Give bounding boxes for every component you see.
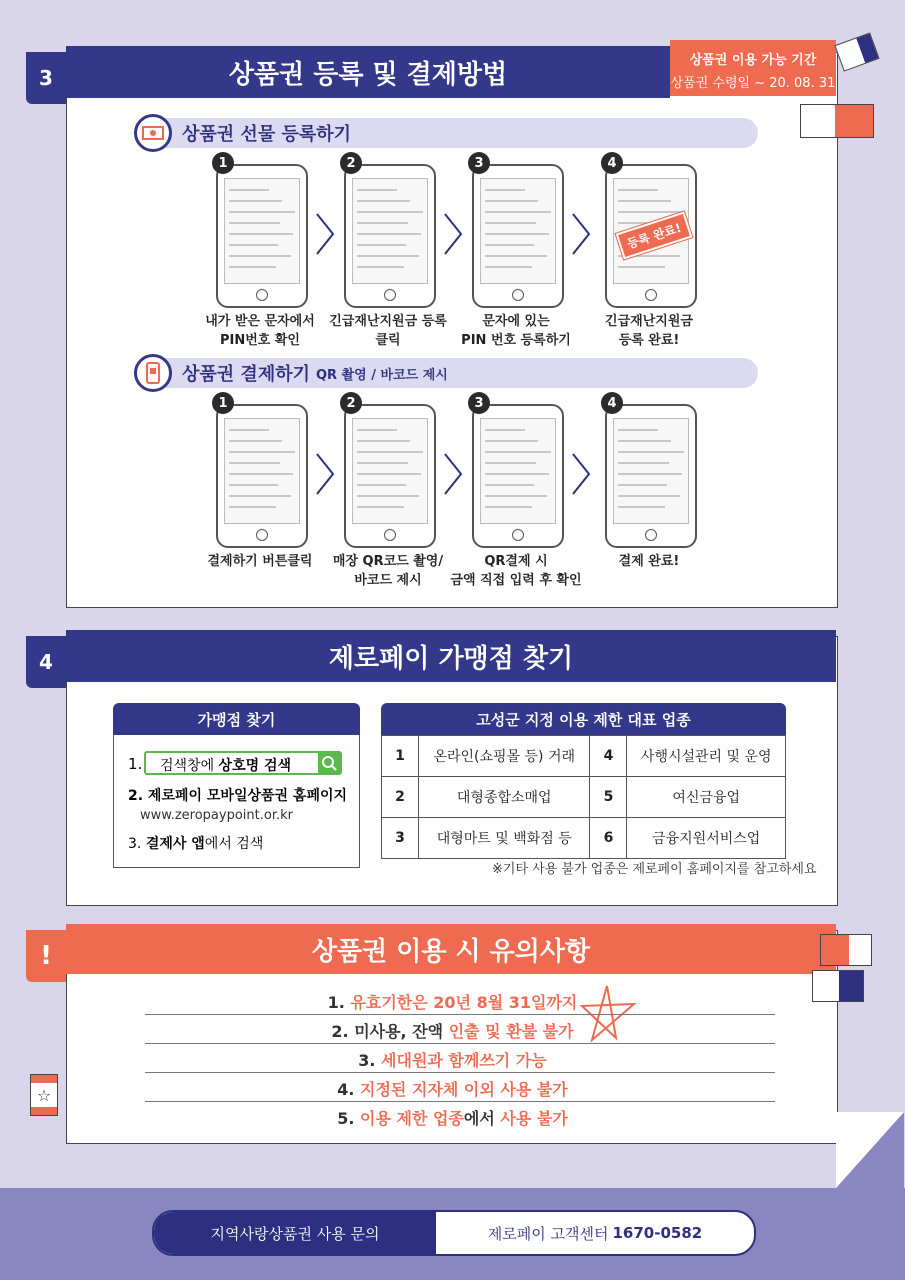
pay-chevron-right-icon xyxy=(570,452,592,496)
pay-screen-line xyxy=(485,495,547,497)
pay-screen-line xyxy=(618,462,669,464)
caution-divider xyxy=(145,1014,775,1015)
pay-step-caption-3: QR결제 시 금액 직접 입력 후 확인 xyxy=(450,554,582,588)
section4-title: 제로페이 가맹점 찾기 xyxy=(66,630,836,682)
find-box xyxy=(113,735,360,868)
register-screen-line xyxy=(229,266,276,268)
register-screen-line xyxy=(229,211,295,213)
contact-pill xyxy=(152,1210,756,1256)
pay-step-number-2: 2 xyxy=(340,392,362,414)
pay-step-caption-2: 매장 QR코드 촬영/ 바코드 제시 xyxy=(332,554,444,588)
section3-title: 상품권 등록 및 결제방법 xyxy=(66,46,670,98)
restrict-table xyxy=(381,735,786,859)
restrict-item: 대형마트 및 백화점 등 xyxy=(419,818,590,859)
find-item3: 3. 결제사 앱에서 검색 xyxy=(128,836,264,852)
pay-screen-3 xyxy=(480,418,556,524)
register-screen-line xyxy=(357,222,408,224)
caution-item-4 xyxy=(0,1077,905,1100)
restrict-item: 금융지원서비스업 xyxy=(627,818,786,859)
register-step-number-2: 2 xyxy=(340,152,362,174)
caution-item-1 xyxy=(0,990,905,1013)
register-bar xyxy=(140,118,758,148)
contact-label: 지역사랑상품권 사용 문의 xyxy=(154,1212,436,1254)
register-screen-1 xyxy=(224,178,300,284)
register-step-caption-1: 내가 받은 문자에서 PIN번호 확인 xyxy=(205,314,315,348)
register-screen-line xyxy=(485,211,551,213)
pay-screen-line xyxy=(357,462,408,464)
register-screen-line xyxy=(357,200,410,202)
table-row xyxy=(382,736,786,777)
caution-text: 인출 및 환불 불가 xyxy=(448,1022,574,1041)
register-screen-line xyxy=(485,244,534,246)
pay-home-button xyxy=(256,529,268,541)
pay-subtitle: QR 촬영 / 바코드 제시 xyxy=(315,367,448,383)
deco-tag-top xyxy=(834,32,879,71)
find-item1-bold: 상호명 검색 xyxy=(218,758,292,774)
pay-screen-line xyxy=(618,506,665,508)
table-row xyxy=(382,818,786,859)
restrict-item: 여신금융업 xyxy=(627,777,786,818)
find-searchbox[interactable] xyxy=(144,751,342,775)
pay-screen-line xyxy=(229,462,280,464)
pay-screen-line xyxy=(229,429,269,431)
pay-phone-3 xyxy=(472,404,564,548)
pay-home-button xyxy=(384,529,396,541)
caution-number: ! xyxy=(26,930,66,982)
register-screen-line xyxy=(618,189,658,191)
register-step-caption-4: 긴급재난지원금 등록 완료! xyxy=(605,314,693,348)
pay-screen-line xyxy=(485,462,536,464)
register-step-number-1: 1 xyxy=(212,152,234,174)
register-screen-line xyxy=(357,233,421,235)
pay-screen-4 xyxy=(613,418,689,524)
pay-screen-line xyxy=(357,473,421,475)
pay-home-button xyxy=(512,529,524,541)
register-screen-line xyxy=(229,233,293,235)
pay-step-number-3: 3 xyxy=(468,392,490,414)
caution-item-2 xyxy=(0,1019,905,1042)
pay-screen-1 xyxy=(224,418,300,524)
register-screen-line xyxy=(229,222,280,224)
register-screen-line xyxy=(485,233,549,235)
pay-screen-line xyxy=(485,484,534,486)
pay-screen-line xyxy=(357,484,406,486)
validity-label: 상품권 이용 가능 기간 xyxy=(689,53,817,68)
pay-screen-line xyxy=(485,440,538,442)
pay-screen-line xyxy=(485,451,551,453)
register-phone-1 xyxy=(216,164,308,308)
pay-chevron-right-icon xyxy=(314,452,336,496)
restrict-header: 고성군 지정 이용 제한 대표 업종 xyxy=(381,703,786,735)
register-screen-line xyxy=(485,200,538,202)
restrict-item: 대형종합소매업 xyxy=(419,777,590,818)
pay-bar xyxy=(140,358,758,388)
register-title: 상품권 선물 등록하기 xyxy=(182,124,352,145)
caution-item-3 xyxy=(0,1048,905,1071)
find-item1-pre: 검색창에 xyxy=(160,758,219,774)
register-screen-line xyxy=(357,189,397,191)
pay-screen-line xyxy=(357,451,423,453)
pay-phone-1 xyxy=(216,404,308,548)
caution-text: 이용 제한 업종 xyxy=(360,1109,464,1128)
pay-screen-line xyxy=(357,506,404,508)
register-screen-line xyxy=(485,222,536,224)
pay-screen-line xyxy=(229,506,276,508)
find-item2-url: www.zeropaypoint.or.kr xyxy=(140,808,293,823)
caution-text: 지정된 지자체 이외 사용 불가 xyxy=(360,1080,568,1099)
pay-step-caption-1: 결제하기 버튼클릭 xyxy=(207,554,313,569)
caution-text: 2. 미사용, 잔액 xyxy=(331,1022,449,1041)
pay-chevron-right-icon xyxy=(442,452,464,496)
restrict-num: 4 xyxy=(590,736,627,777)
register-chevron-right-icon xyxy=(314,212,336,256)
pay-screen-line xyxy=(229,473,293,475)
coupon-icon xyxy=(134,114,172,152)
caution-title: 상품권 이용 시 유의사항 xyxy=(66,924,836,974)
deco-tag-caution xyxy=(820,934,872,966)
pay-title: 상품권 결제하기 xyxy=(182,364,310,385)
register-screen-line xyxy=(357,211,423,213)
pay-screen-line xyxy=(618,473,682,475)
register-home-button xyxy=(512,289,524,301)
restrict-note: ※기타 사용 불가 업종은 제로페이 홈페이지를 참고하세요 xyxy=(492,862,817,877)
caution-text: 1. xyxy=(327,993,351,1012)
pay-screen-line xyxy=(618,440,671,442)
pay-screen-line xyxy=(357,495,419,497)
pay-phone-2 xyxy=(344,404,436,548)
caution-divider xyxy=(145,1072,775,1073)
caution-text: 세대원과 함께쓰기 가능 xyxy=(381,1051,547,1070)
register-step-caption-3: 문자에 있는 PIN 번호 등록하기 xyxy=(461,314,571,348)
pay-screen-line xyxy=(357,429,397,431)
find-header: 가맹점 찾기 xyxy=(113,703,360,735)
restrict-num: 1 xyxy=(382,736,419,777)
caution-text: 에서 xyxy=(463,1109,501,1128)
pay-screen-line xyxy=(229,484,278,486)
register-screen-line xyxy=(357,255,419,257)
pay-step-number-4: 4 xyxy=(601,392,623,414)
register-home-button xyxy=(256,289,268,301)
register-home-button xyxy=(645,289,657,301)
restrict-item: 온라인(쇼핑몰 등) 거래 xyxy=(419,736,590,777)
restrict-num: 3 xyxy=(382,818,419,859)
restrict-item: 사행시설관리 및 운영 xyxy=(627,736,786,777)
register-screen-line xyxy=(229,255,291,257)
pay-screen-line xyxy=(618,484,667,486)
register-chevron-right-icon xyxy=(442,212,464,256)
find-item2: 2. 제로페이 모바일상품권 홈페이지 xyxy=(128,788,348,804)
register-step-caption-2: 긴급재난지원금 등록 클릭 xyxy=(329,314,447,348)
register-screen-line xyxy=(357,266,404,268)
pay-screen-line xyxy=(229,440,282,442)
pay-screen-line xyxy=(485,506,532,508)
register-phone-3 xyxy=(472,164,564,308)
section3-number: 3 xyxy=(26,52,66,104)
register-step-number-4: 4 xyxy=(601,152,623,174)
pay-screen-2 xyxy=(352,418,428,524)
pay-phone-4 xyxy=(605,404,697,548)
deco-tag-right xyxy=(800,104,874,138)
register-screen-2 xyxy=(352,178,428,284)
restrict-num: 6 xyxy=(590,818,627,859)
caution-text: 유효기한은 20년 8월 31일까지 xyxy=(350,993,578,1012)
pay-screen-line xyxy=(485,429,525,431)
phone-pay-icon xyxy=(134,354,172,392)
restrict-num: 5 xyxy=(590,777,627,818)
contact-number[interactable]: 제로페이 고객센터 1670-0582 xyxy=(487,1224,703,1243)
star-stamp-icon: ☆ xyxy=(30,1074,58,1116)
find-item1-num: 1. xyxy=(128,755,143,773)
register-home-button xyxy=(384,289,396,301)
caution-divider xyxy=(145,1101,775,1102)
register-phone-2 xyxy=(344,164,436,308)
pay-home-button xyxy=(645,529,657,541)
register-screen-line xyxy=(357,244,406,246)
pay-screen-line xyxy=(618,495,680,497)
register-screen-line xyxy=(618,211,684,213)
register-screen-line xyxy=(485,255,547,257)
caution-text: 사용 불가 xyxy=(500,1109,568,1128)
register-screen-line xyxy=(229,189,269,191)
register-screen-line xyxy=(618,200,671,202)
caution-divider xyxy=(145,1043,775,1044)
search-icon xyxy=(318,753,340,773)
validity-value: 상품권 수령일 ~ 20. 08. 31 xyxy=(670,76,836,91)
pay-screen-line xyxy=(618,451,684,453)
caution-text: 4. xyxy=(337,1080,360,1099)
pay-screen-line xyxy=(229,495,291,497)
pay-step-number-1: 1 xyxy=(212,392,234,414)
restrict-num: 2 xyxy=(382,777,419,818)
register-screen-line xyxy=(229,200,282,202)
pay-screen-line xyxy=(229,451,295,453)
register-screen-line xyxy=(485,189,525,191)
register-screen-3 xyxy=(480,178,556,284)
caution-item-5 xyxy=(0,1106,905,1129)
validity-box xyxy=(670,40,836,96)
section4-number: 4 xyxy=(26,636,66,688)
register-screen-line xyxy=(229,244,278,246)
page-curl-fold xyxy=(836,1112,904,1188)
pay-screen-line xyxy=(618,429,658,431)
register-chevron-right-icon xyxy=(570,212,592,256)
register-screen-line xyxy=(618,266,665,268)
register-step-number-3: 3 xyxy=(468,152,490,174)
caution-text: 5. xyxy=(337,1109,360,1128)
pay-screen-line xyxy=(357,440,410,442)
pay-step-caption-4: 결제 완료! xyxy=(618,554,680,569)
pay-screen-line xyxy=(485,473,549,475)
table-row xyxy=(382,777,786,818)
register-screen-line xyxy=(485,266,532,268)
register-complete-stamp: 등록 완료! xyxy=(616,212,693,260)
caution-text: 3. xyxy=(358,1051,382,1070)
